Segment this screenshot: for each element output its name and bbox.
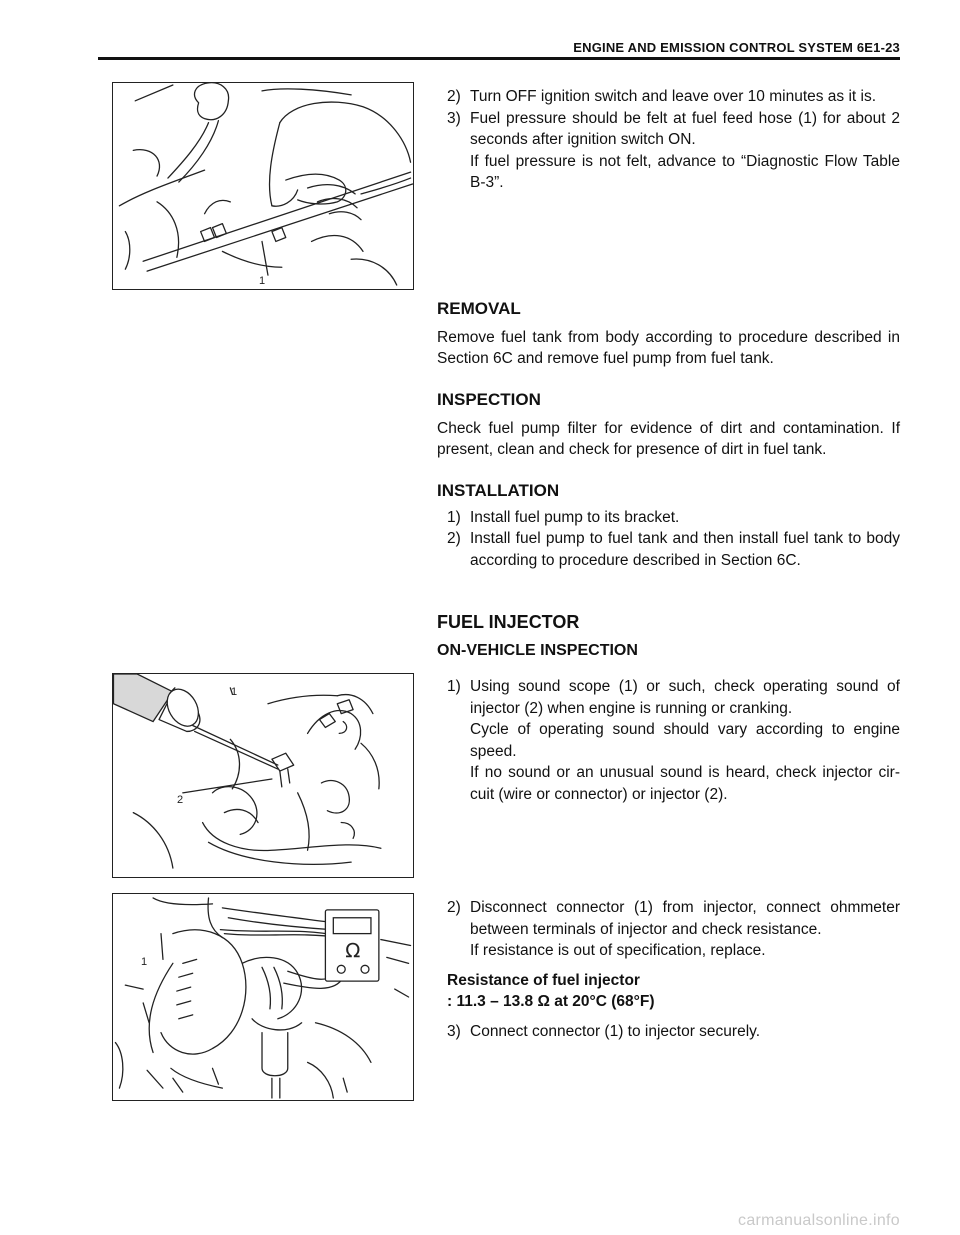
section-heading: INSTALLATION: [437, 481, 560, 500]
spec-value: : 11.3 – 13.8 Ω at 20°C (68°F): [447, 993, 655, 1010]
fuel-pump-check-steps: [437, 86, 900, 194]
section-heading: INSPECTION: [437, 390, 541, 409]
step: 2) Disconnect connector (1) from injector, connect ohmmeter between terminals of injector and check resistance. If resistance is out of specification, replace.: [447, 899, 900, 959]
step: 3) Connect connector (1) to injector securely.: [447, 1022, 761, 1040]
section-title: FUEL INJECTOR: [437, 612, 580, 632]
figure-ohmmeter: [112, 893, 414, 1101]
figure-sound-scope: [112, 673, 414, 878]
page-header: ENGINE AND EMISSION CONTROL SYSTEM 6E1-23: [573, 40, 900, 55]
figure-fuel-feed-hose: [112, 82, 414, 290]
removal-section: [437, 298, 900, 370]
watermark: carmanualsonline.info: [738, 1212, 900, 1229]
inspection-section: [437, 389, 900, 461]
ohmmeter-illustration: [113, 894, 413, 1100]
step: 2) Install fuel pump to fuel tank and then install fuel tank to body according to procedure described in Section 6C.: [447, 530, 900, 569]
spec-label: Resistance of fuel injector: [447, 971, 640, 989]
section-text: Remove fuel tank from body according to procedure described in Section 6C and remove fuel pump from fuel tank.: [437, 328, 900, 367]
callout-1: 1: [141, 956, 148, 968]
step: 3) Fuel pressure should be felt at fuel feed hose (1) for about 2 seconds after ignition switch ON. If fuel pressure is not felt, advance to “Diagnostic Flow Table B-3”.: [447, 109, 900, 191]
section-heading: REMOVAL: [437, 299, 521, 318]
step: 2) Turn OFF ignition switch and leave over 10 minutes as it is.: [447, 88, 877, 105]
installation-section: [437, 480, 900, 571]
ohm-symbol: Ω: [345, 939, 361, 963]
header-rule: [98, 57, 900, 60]
section-subtitle: ON-VEHICLE INSPECTION: [437, 641, 638, 659]
callout-1: 1: [231, 686, 238, 698]
step: 1) Install fuel pump to its bracket.: [447, 508, 680, 526]
fuel-injector-section: [437, 612, 900, 661]
section-text: Check fuel pump filter for evidence of dirt and contamination. If present, clean and check for presence of dirt in fuel tank.: [437, 419, 900, 458]
callout-1: 1: [259, 275, 266, 287]
fuel-feed-hose-illustration: [113, 83, 413, 289]
sound-scope-illustration: [113, 674, 413, 877]
step: 1) Using sound scope (1) or such, check operating sound of injector (2) when engine is running or cranking. Cycle of operating sound should vary according to engine speed. If no sound or an unusual sound is heard, check injector cir-cuit (wire or connector) or injector (2).: [447, 678, 900, 803]
injector-resistance-check: [437, 897, 900, 1042]
callout-2: 2: [177, 794, 184, 806]
injector-sound-check: [437, 676, 900, 805]
